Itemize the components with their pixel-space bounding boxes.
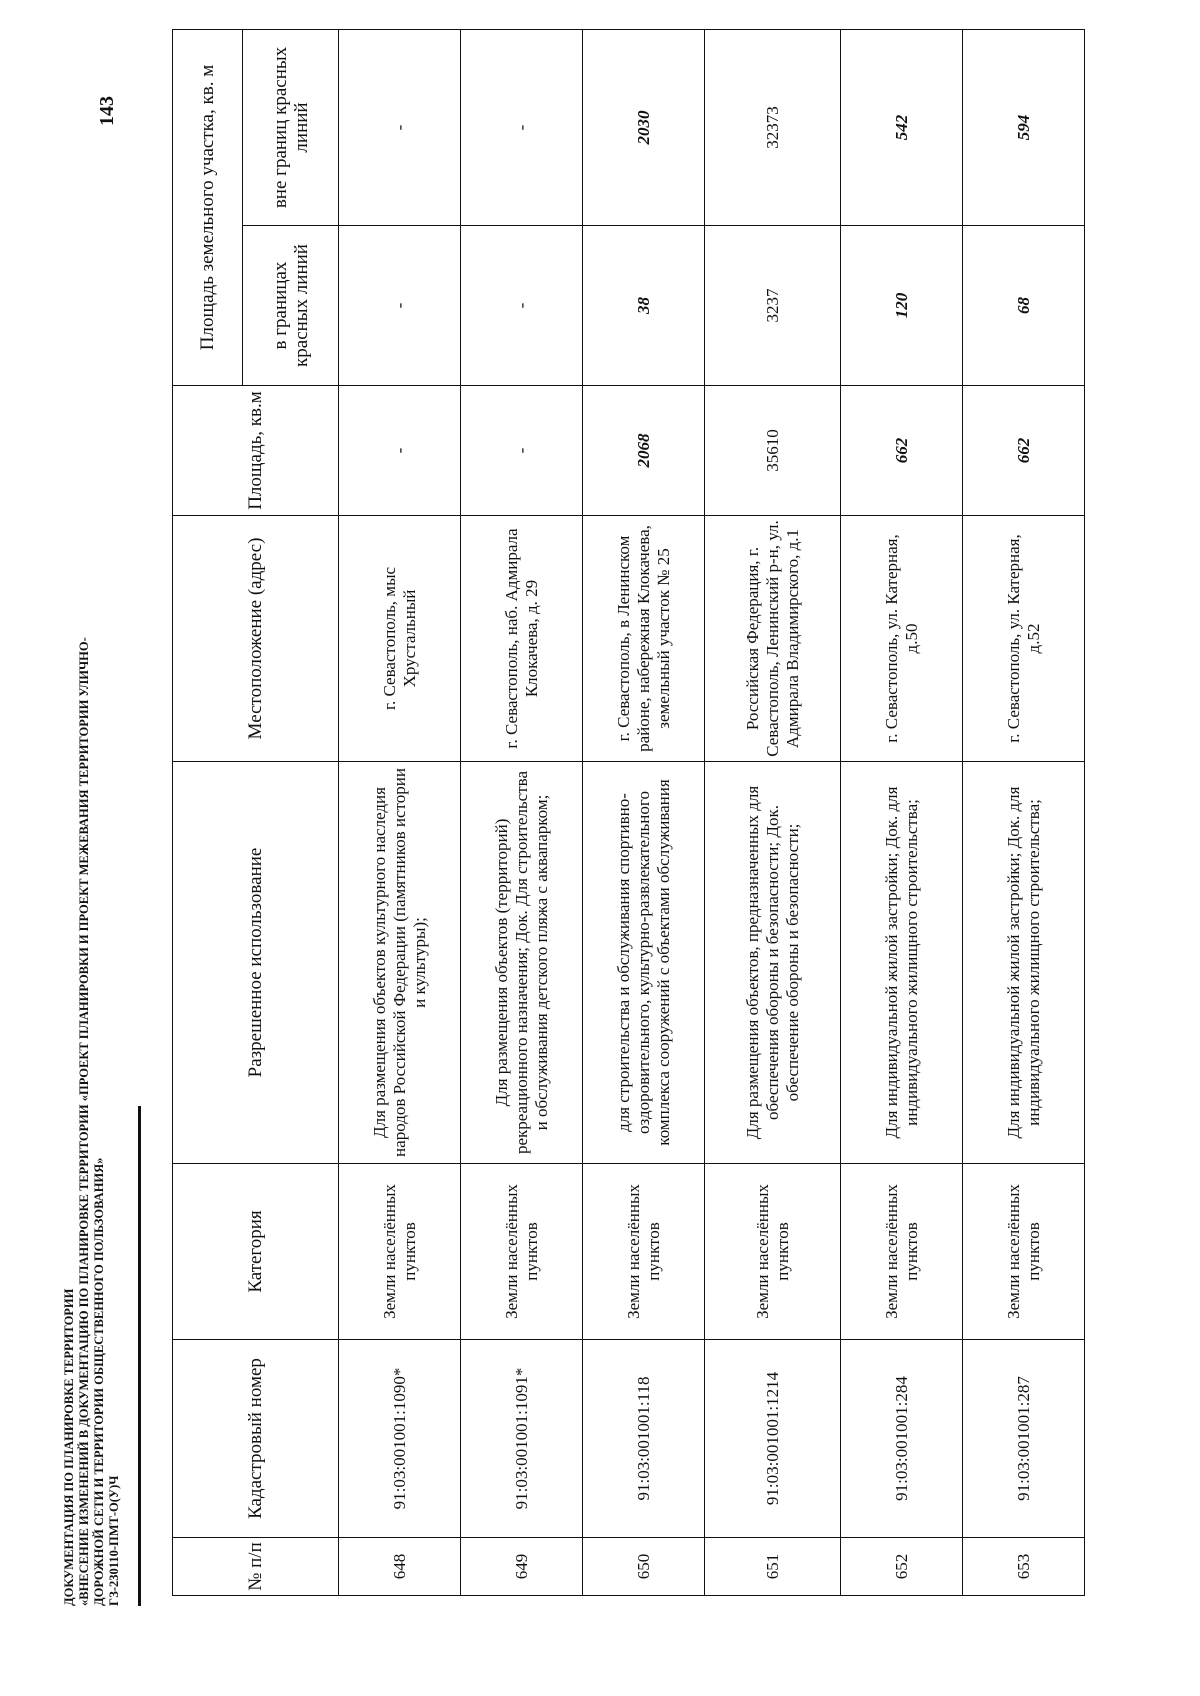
- cell-inside: -: [461, 226, 583, 386]
- cell-outside: 2030: [583, 30, 705, 226]
- cell-inside: 120: [841, 226, 963, 386]
- cell-cadastral: 91:03:001001:287: [963, 1340, 1085, 1538]
- cell-outside: 32373: [705, 30, 841, 226]
- cell-cadastral: 91:03:001001:1214: [705, 1340, 841, 1538]
- cell-use: Для размещения объектов культурного наследия народов Российской Федерации (памятников истории и культуры);: [339, 762, 461, 1164]
- table-row: [705, 30, 841, 1596]
- col-header-parcel-area: Площадь земельного участка, кв. м: [173, 30, 243, 386]
- cell-cadastral: 91:03:001001:118: [583, 1340, 705, 1538]
- col-header-area: Площадь, кв.м: [173, 386, 339, 516]
- col-header-num: № п/п: [173, 1538, 339, 1596]
- cell-category: Земли населённых пунктов: [705, 1164, 841, 1340]
- col-header-outside: вне границ красных линий: [243, 30, 339, 226]
- cell-category: Земли населённых пунктов: [963, 1164, 1085, 1340]
- cell-num: 648: [339, 1538, 461, 1596]
- page-number: 143: [96, 96, 118, 126]
- cell-num: 653: [963, 1538, 1085, 1596]
- header-line-2: «ВНЕСЕНИЕ ИЗМЕНЕНИЙ В ДОКУМЕНТАЦИЮ ПО ПЛАНИРОВКЕ ТЕРРИТОРИИ «ПРОЕКТ ПЛАНИРОВКИ И ПРОЕКТ МЕЖЕВАНИЯ ТЕРРИТОРИИ УЛИЧНО-: [77, 637, 91, 1606]
- col-header-inside: в границах красных линий: [243, 226, 339, 386]
- table-row: [339, 30, 461, 1596]
- header-line-4: ГЗ-230110-ПМТ-О(У)Ч: [107, 1475, 121, 1606]
- col-header-location: Местоположение (адрес): [173, 516, 339, 762]
- cell-location: г. Севастополь, мыс Хрустальный: [339, 516, 461, 762]
- cell-num: 652: [841, 1538, 963, 1596]
- table-row: [461, 30, 583, 1596]
- cell-location: г. Севастополь, ул. Катерная, д.50: [841, 516, 963, 762]
- cell-location: г. Севастополь, в Ленинском районе, набережная Клокачева, земельный участок № 25: [583, 516, 705, 762]
- col-header-cadastral: Кадастровый номер: [173, 1340, 339, 1538]
- cell-location: Российская Федерация, г. Севастополь, Ленинский р-н, ул. Адмирала Владимирского, д.1: [705, 516, 841, 762]
- cell-cadastral: 91:03:001001:1090*: [339, 1340, 461, 1538]
- cell-use: Для размещения объектов, предназначенных для обеспечения обороны и безопасности; Док. обеспечение обороны и безопасности;: [705, 762, 841, 1164]
- header-line-3: ДОРОЖНОЙ СЕТИ И ТЕРРИТОРИИ ОБЩЕСТВЕННОГО ПОЛЬЗОВАНИЯ»: [92, 1157, 106, 1606]
- cell-area: -: [339, 386, 461, 516]
- cell-use: Для индивидуальной жилой застройки; Док. для индивидуального жилищного строительства;: [841, 762, 963, 1164]
- cell-category: Земли населённых пунктов: [583, 1164, 705, 1340]
- cell-location: г. Севастополь, наб. Адмирала Клокачева, д. 29: [461, 516, 583, 762]
- cell-area: 2068: [583, 386, 705, 516]
- cell-category: Земли населённых пунктов: [339, 1164, 461, 1340]
- cell-cadastral: 91:03:001001:284: [841, 1340, 963, 1538]
- cell-inside: 38: [583, 226, 705, 386]
- table-row: [841, 30, 963, 1596]
- cell-num: 650: [583, 1538, 705, 1596]
- cell-num: 649: [461, 1538, 583, 1596]
- cell-use: для строительства и обслуживания спортивно-оздоровительного, культурно-развлекательного комплекса сооружений с объектами обслуживания: [583, 762, 705, 1164]
- cell-outside: 542: [841, 30, 963, 226]
- cell-outside: 594: [963, 30, 1085, 226]
- cell-location: г. Севастополь, ул. Катерная, д.52: [963, 516, 1085, 762]
- cell-outside: -: [461, 30, 583, 226]
- col-header-use: Разрешенное использование: [173, 762, 339, 1164]
- cell-inside: -: [339, 226, 461, 386]
- cell-category: Земли населённых пунктов: [841, 1164, 963, 1340]
- document-header: [62, 637, 122, 1606]
- cell-area: 35610: [705, 386, 841, 516]
- cell-area: 662: [963, 386, 1085, 516]
- cell-cadastral: 91:03:001001:1091*: [461, 1340, 583, 1538]
- land-parcels-table: [172, 29, 1085, 1596]
- cell-area: -: [461, 386, 583, 516]
- cell-outside: -: [339, 30, 461, 226]
- cell-category: Земли населённых пунктов: [461, 1164, 583, 1340]
- cell-num: 651: [705, 1538, 841, 1596]
- header-divider: [138, 1106, 141, 1606]
- cell-inside: 68: [963, 226, 1085, 386]
- header-line-1: ДОКУМЕНТАЦИЯ ПО ПЛАНИРОВКЕ ТЕРРИТОРИИ: [62, 1288, 76, 1606]
- table-row: [963, 30, 1085, 1596]
- cell-inside: 3237: [705, 226, 841, 386]
- table-row: [583, 30, 705, 1596]
- cell-use: Для индивидуальной жилой застройки; Док. для индивидуального жилищного строительства;: [963, 762, 1085, 1164]
- cell-area: 662: [841, 386, 963, 516]
- col-header-category: Категория: [173, 1164, 339, 1340]
- cell-use: Для размещения объектов (территорий) рекреационного назначения; Док. Для строительства и обслуживания детского пляжа с аквапарком;: [461, 762, 583, 1164]
